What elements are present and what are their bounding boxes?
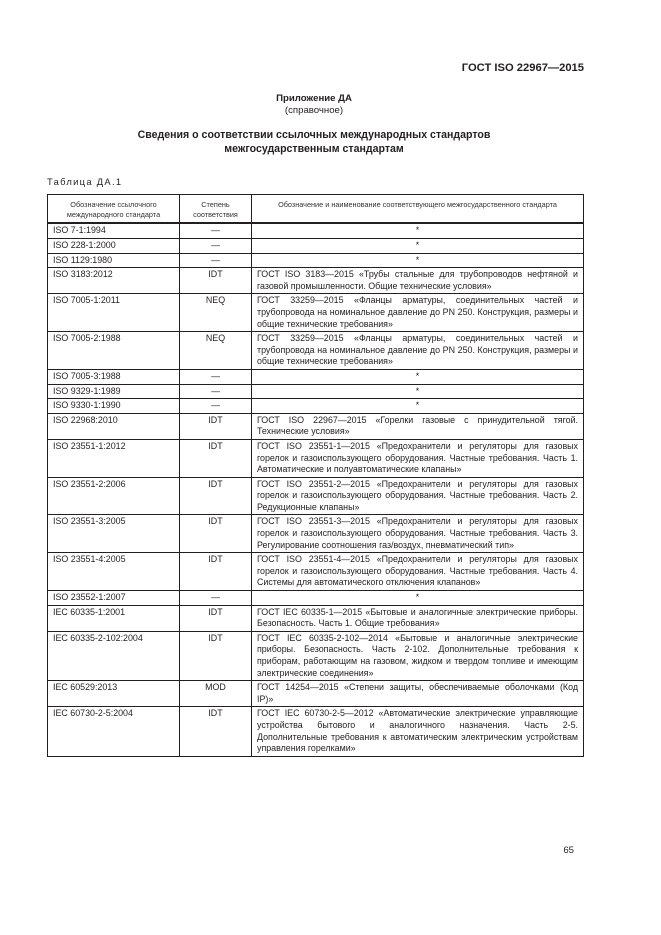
interstate-standard-cell: ГОСТ ISO 22967—2015 «Горелки газовые с принудительной тягой. Технические условия» — [252, 413, 584, 439]
standard-code-cell: ISO 7005-1:2011 — [48, 294, 180, 332]
table-row — [48, 605, 584, 631]
degree-cell: — — [180, 399, 252, 414]
table-row — [48, 439, 584, 477]
document-code-header: ГОСТ ISO 22967—2015 — [461, 62, 584, 74]
interstate-standard-cell: ГОСТ IEC 60335-1—2015 «Бытовые и аналогичные электрические приборы. Безопасность. Часть 1. Общие требования» — [252, 605, 584, 631]
standard-code-cell: ISO 23551-1:2012 — [48, 439, 180, 477]
table-row — [48, 399, 584, 414]
degree-cell: IDT — [180, 631, 252, 680]
standard-code-cell: ISO 23551-4:2005 — [48, 553, 180, 591]
table-caption: Таблица ДА.1 — [47, 176, 123, 187]
standard-code-cell: ISO 22968:2010 — [48, 413, 180, 439]
interstate-standard-cell: ГОСТ 14254—2015 «Степени защиты, обеспечиваемые оболочками (Код IP)» — [252, 681, 584, 707]
standard-code-cell: ISO 23551-2:2006 — [48, 477, 180, 515]
interstate-standard-cell: ГОСТ ISO 3183—2015 «Трубы стальные для трубопроводов нефтяной и газовой промышленности. Общие технические условия» — [252, 268, 584, 294]
degree-cell: NEQ — [180, 332, 252, 370]
degree-cell: NEQ — [180, 294, 252, 332]
degree-cell: IDT — [180, 553, 252, 591]
standard-code-cell: ISO 23552-1:2007 — [48, 591, 180, 606]
section-heading-line1: Сведения о соответствии ссылочных международных стандартов — [137, 129, 491, 141]
column-header-international-standard: Обозначение ссылочного международного стандарта — [48, 195, 180, 224]
interstate-standard-cell: ГОСТ IEC 60730-2-5—2012 «Автоматические электрические управляющие устройства бытового и аналогичного назначения. Часть 2-5. Дополнительные требования к автоматическим электрическим устройствам управления горелками» — [252, 707, 584, 756]
table-row — [48, 681, 584, 707]
standard-code-cell: ISO 7005-3:1988 — [48, 369, 180, 384]
appendix-label: Приложение ДА — [276, 93, 352, 104]
degree-cell: MOD — [180, 681, 252, 707]
table-row — [48, 413, 584, 439]
interstate-standard-cell: ГОСТ ISO 23551-2—2015 «Предохранители и регуляторы для газовых горелок и газоиспользующего оборудования. Частные требования. Часть 2. Редукционные клапаны» — [252, 477, 584, 515]
degree-cell: — — [180, 591, 252, 606]
standard-code-cell: ISO 9330-1:1990 — [48, 399, 180, 414]
interstate-standard-cell: ГОСТ 33259—2015 «Фланцы арматуры, соединительных частей и трубопровода на номинальное давление до PN 250. Конструкция, размеры и общие технические требования» — [252, 294, 584, 332]
column-header-degree: Степень соответствия — [180, 195, 252, 224]
standards-table — [47, 194, 584, 757]
table-row — [48, 631, 584, 680]
interstate-standard-cell: * — [252, 591, 584, 606]
interstate-standard-cell: * — [252, 384, 584, 399]
table-row — [48, 591, 584, 606]
standard-code-cell: ISO 7-1:1994 — [48, 223, 180, 238]
interstate-standard-cell: ГОСТ IEC 60335-2-102—2014 «Бытовые и аналогичные электрические приборы. Безопасность. Часть 2-102. Дополнительные требования к приборам, работающим на газовом, жидком и твердом топливе и имеющим электрические соединения» — [252, 631, 584, 680]
interstate-standard-cell: ГОСТ 33259—2015 «Фланцы арматуры, соединительных частей и трубопровода на номинальное давление до PN 250. Конструкция, размеры и общие технические требования» — [252, 332, 584, 370]
interstate-standard-cell: ГОСТ ISO 23551-3—2015 «Предохранители и регуляторы для газовых горелок и газоиспользующего оборудования. Частные требования. Часть 3. Регулирование соотношения газ/воздух, пневматический тип» — [252, 515, 584, 553]
degree-cell: — — [180, 384, 252, 399]
table-row — [48, 239, 584, 254]
table-row — [48, 223, 584, 238]
page-number: 65 — [563, 845, 574, 856]
degree-cell: IDT — [180, 605, 252, 631]
degree-cell: — — [180, 239, 252, 254]
table-row — [48, 268, 584, 294]
appendix-subtitle: (справочное) — [284, 105, 344, 116]
table-header-row — [48, 195, 584, 224]
appendix-title — [0, 93, 628, 117]
standard-code-cell: ISO 3183:2012 — [48, 268, 180, 294]
interstate-standard-cell: * — [252, 223, 584, 238]
table-body — [48, 223, 584, 756]
table-row — [48, 515, 584, 553]
table-row — [48, 707, 584, 756]
degree-cell: IDT — [180, 413, 252, 439]
standard-code-cell: ISO 228-1:2000 — [48, 239, 180, 254]
interstate-standard-cell: * — [252, 239, 584, 254]
degree-cell: — — [180, 369, 252, 384]
standard-code-cell: ISO 9329-1:1989 — [48, 384, 180, 399]
degree-cell: IDT — [180, 515, 252, 553]
table-row — [48, 253, 584, 268]
table-row — [48, 332, 584, 370]
table-row — [48, 477, 584, 515]
interstate-standard-cell: ГОСТ ISO 23551-4—2015 «Предохранители и регуляторы для газовых горелок и газоиспользующего оборудования. Частные требования. Часть 4. Системы для автоматического отключения клапанов» — [252, 553, 584, 591]
section-heading-line2: межгосударственным стандартам — [224, 142, 404, 155]
table-row — [48, 384, 584, 399]
degree-cell: IDT — [180, 477, 252, 515]
degree-cell: IDT — [180, 268, 252, 294]
table-row — [48, 369, 584, 384]
standard-code-cell: IEC 60529:2013 — [48, 681, 180, 707]
degree-cell: — — [180, 223, 252, 238]
column-header-interstate-standard: Обозначение и наименование соответствующего межгосударственного стандарта — [252, 195, 584, 224]
degree-cell: IDT — [180, 439, 252, 477]
degree-cell: — — [180, 253, 252, 268]
table-header — [48, 195, 584, 224]
standard-code-cell: IEC 60335-1:2001 — [48, 605, 180, 631]
standard-code-cell: ISO 1129:1980 — [48, 253, 180, 268]
table-row — [48, 294, 584, 332]
standard-code-cell: IEC 60335-2-102:2004 — [48, 631, 180, 680]
section-heading — [0, 129, 628, 156]
interstate-standard-cell: * — [252, 369, 584, 384]
standard-code-cell: IEC 60730-2-5:2004 — [48, 707, 180, 756]
table-row — [48, 553, 584, 591]
standard-code-cell: ISO 7005-2:1988 — [48, 332, 180, 370]
interstate-standard-cell: ГОСТ ISO 23551-1—2015 «Предохранители и регуляторы для газовых горелок и газоиспользующего оборудования. Частные требования. Часть 1. Автоматические и полуавтоматические клапаны» — [252, 439, 584, 477]
interstate-standard-cell: * — [252, 399, 584, 414]
standard-code-cell: ISO 23551-3:2005 — [48, 515, 180, 553]
interstate-standard-cell: * — [252, 253, 584, 268]
degree-cell: IDT — [180, 707, 252, 756]
